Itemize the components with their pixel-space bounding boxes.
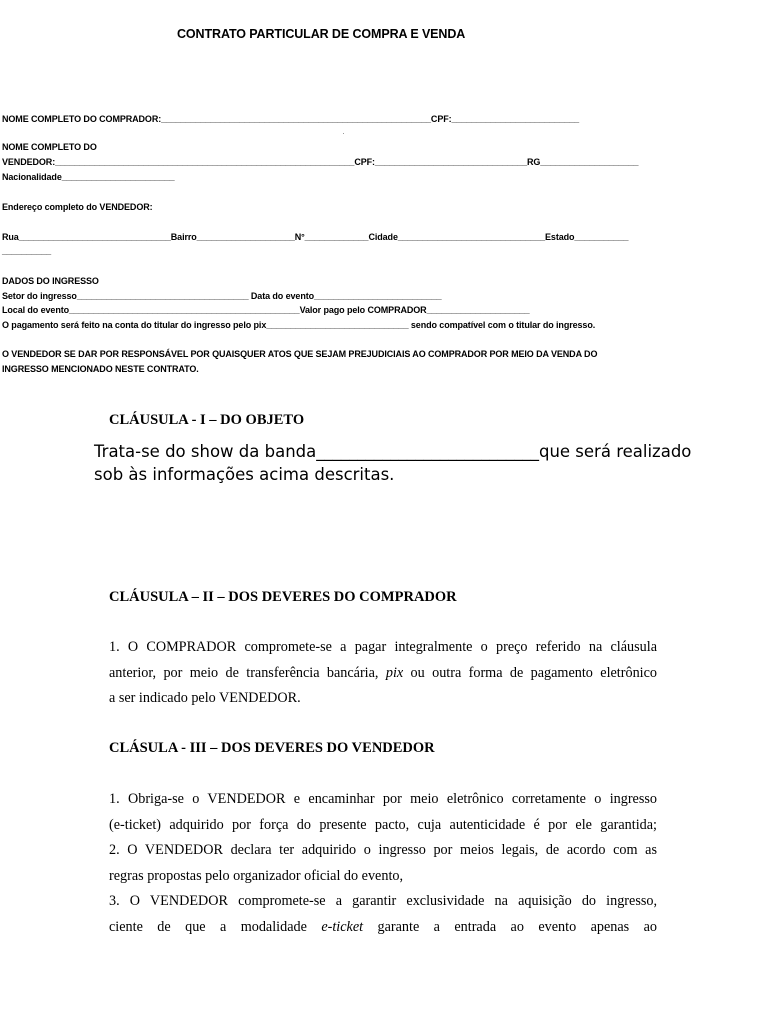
form-seller-name-label: NOME COMPLETO DO	[2, 142, 97, 152]
document-title: CONTRATO PARTICULAR DE COMPRA E VENDA	[177, 27, 466, 41]
clause-2-p1-line-3: a ser indicado pelo VENDEDOR.	[109, 690, 301, 706]
clause-2-heading: CLÁUSULA – II – DOS DEVERES DO COMPRADOR	[109, 589, 457, 605]
clause-2-paragraph	[109, 635, 657, 712]
clause-2-p1-line-1: 1. O COMPRADOR compromete-se a pagar integralmente o preço referido na cláusula	[109, 639, 657, 655]
form-nationality-line: Nacionalidade_______________________	[2, 172, 175, 182]
form-payment-line: O pagamento será feito na conta do titular do ingresso pelo pix_____________________________ sendo compatível com o titular do ingresso.	[2, 320, 596, 330]
clause-1-text-line-1: Trata-se do show da banda___________________________que será realizado	[94, 442, 692, 461]
form-seller-line: VENDEDOR:_____________________________________________________________CPF:_______________________________RG____________________	[2, 157, 639, 167]
clause-3-item-2-line-2: regras propostas pelo organizador oficial do evento,	[109, 867, 404, 884]
clause-3-item-2-line-1: 2. O VENDEDOR declara ter adquirido o ingresso por meios legais, de acordo com as	[109, 842, 657, 858]
artifact-dot	[343, 133, 344, 134]
form-address-line-wrap: __________	[2, 246, 52, 256]
clause-3-item-3-line-1: 3. O VENDEDOR compromete-se a garantir exclusividade na aquisição do ingresso,	[109, 893, 657, 909]
clause-3-items	[109, 787, 657, 940]
form-seller-address-label: Endereço completo do VENDEDOR:	[2, 202, 153, 212]
form-buyer-name-line: NOME COMPLETO DO COMPRADOR:_______________________________________________________CPF:__________________________	[2, 114, 580, 124]
form-ticket-sector-line: Setor do ingresso___________________________________ Data do evento__________________________	[2, 291, 442, 301]
responsibility-notice-line-1: O VENDEDOR SE DAR POR RESPONSÁVEL POR QUAISQUER ATOS QUE SEJAM PREJUDICIAIS AO COMPRADOR POR MEIO DA VENDA DO	[2, 349, 598, 359]
form-event-location-line: Local do evento_______________________________________________Valor pago pelo COMPRADOR_____________________	[2, 305, 530, 315]
form-address-line: Rua_______________________________Bairro____________________N°_____________Cidade______________________________Estado___________	[2, 232, 629, 242]
clause-3-item-1-line-2: (e-ticket) adquirido por força do presente pacto, cuja autenticidade é por ele garantida;	[109, 816, 657, 833]
clause-3-heading: CLÁSULA - III – DOS DEVERES DO VENDEDOR	[109, 740, 435, 756]
clause-3-item-3-line-2: ciente de que a modalidade e-ticket garante a entrada ao evento apenas ao	[109, 918, 657, 935]
form-ticket-data-heading: DADOS DO INGRESSO	[2, 276, 99, 286]
clause-1-text	[94, 440, 744, 486]
clause-3-item-1-line-1: 1. Obriga-se o VENDEDOR e encaminhar por meio eletrônico corretamente o ingresso	[109, 791, 657, 807]
clause-2-p1-line-2: anterior, por meio de transferência bancária, pix ou outra forma de pagamento eletrônico	[109, 664, 657, 681]
clause-1-text-line-2: sob às informações acima descritas.	[94, 465, 395, 484]
clause-1-heading: CLÁUSULA - I – DO OBJETO	[109, 412, 305, 428]
responsibility-notice-line-2: INGRESSO MENCIONADO NESTE CONTRATO.	[2, 364, 199, 374]
